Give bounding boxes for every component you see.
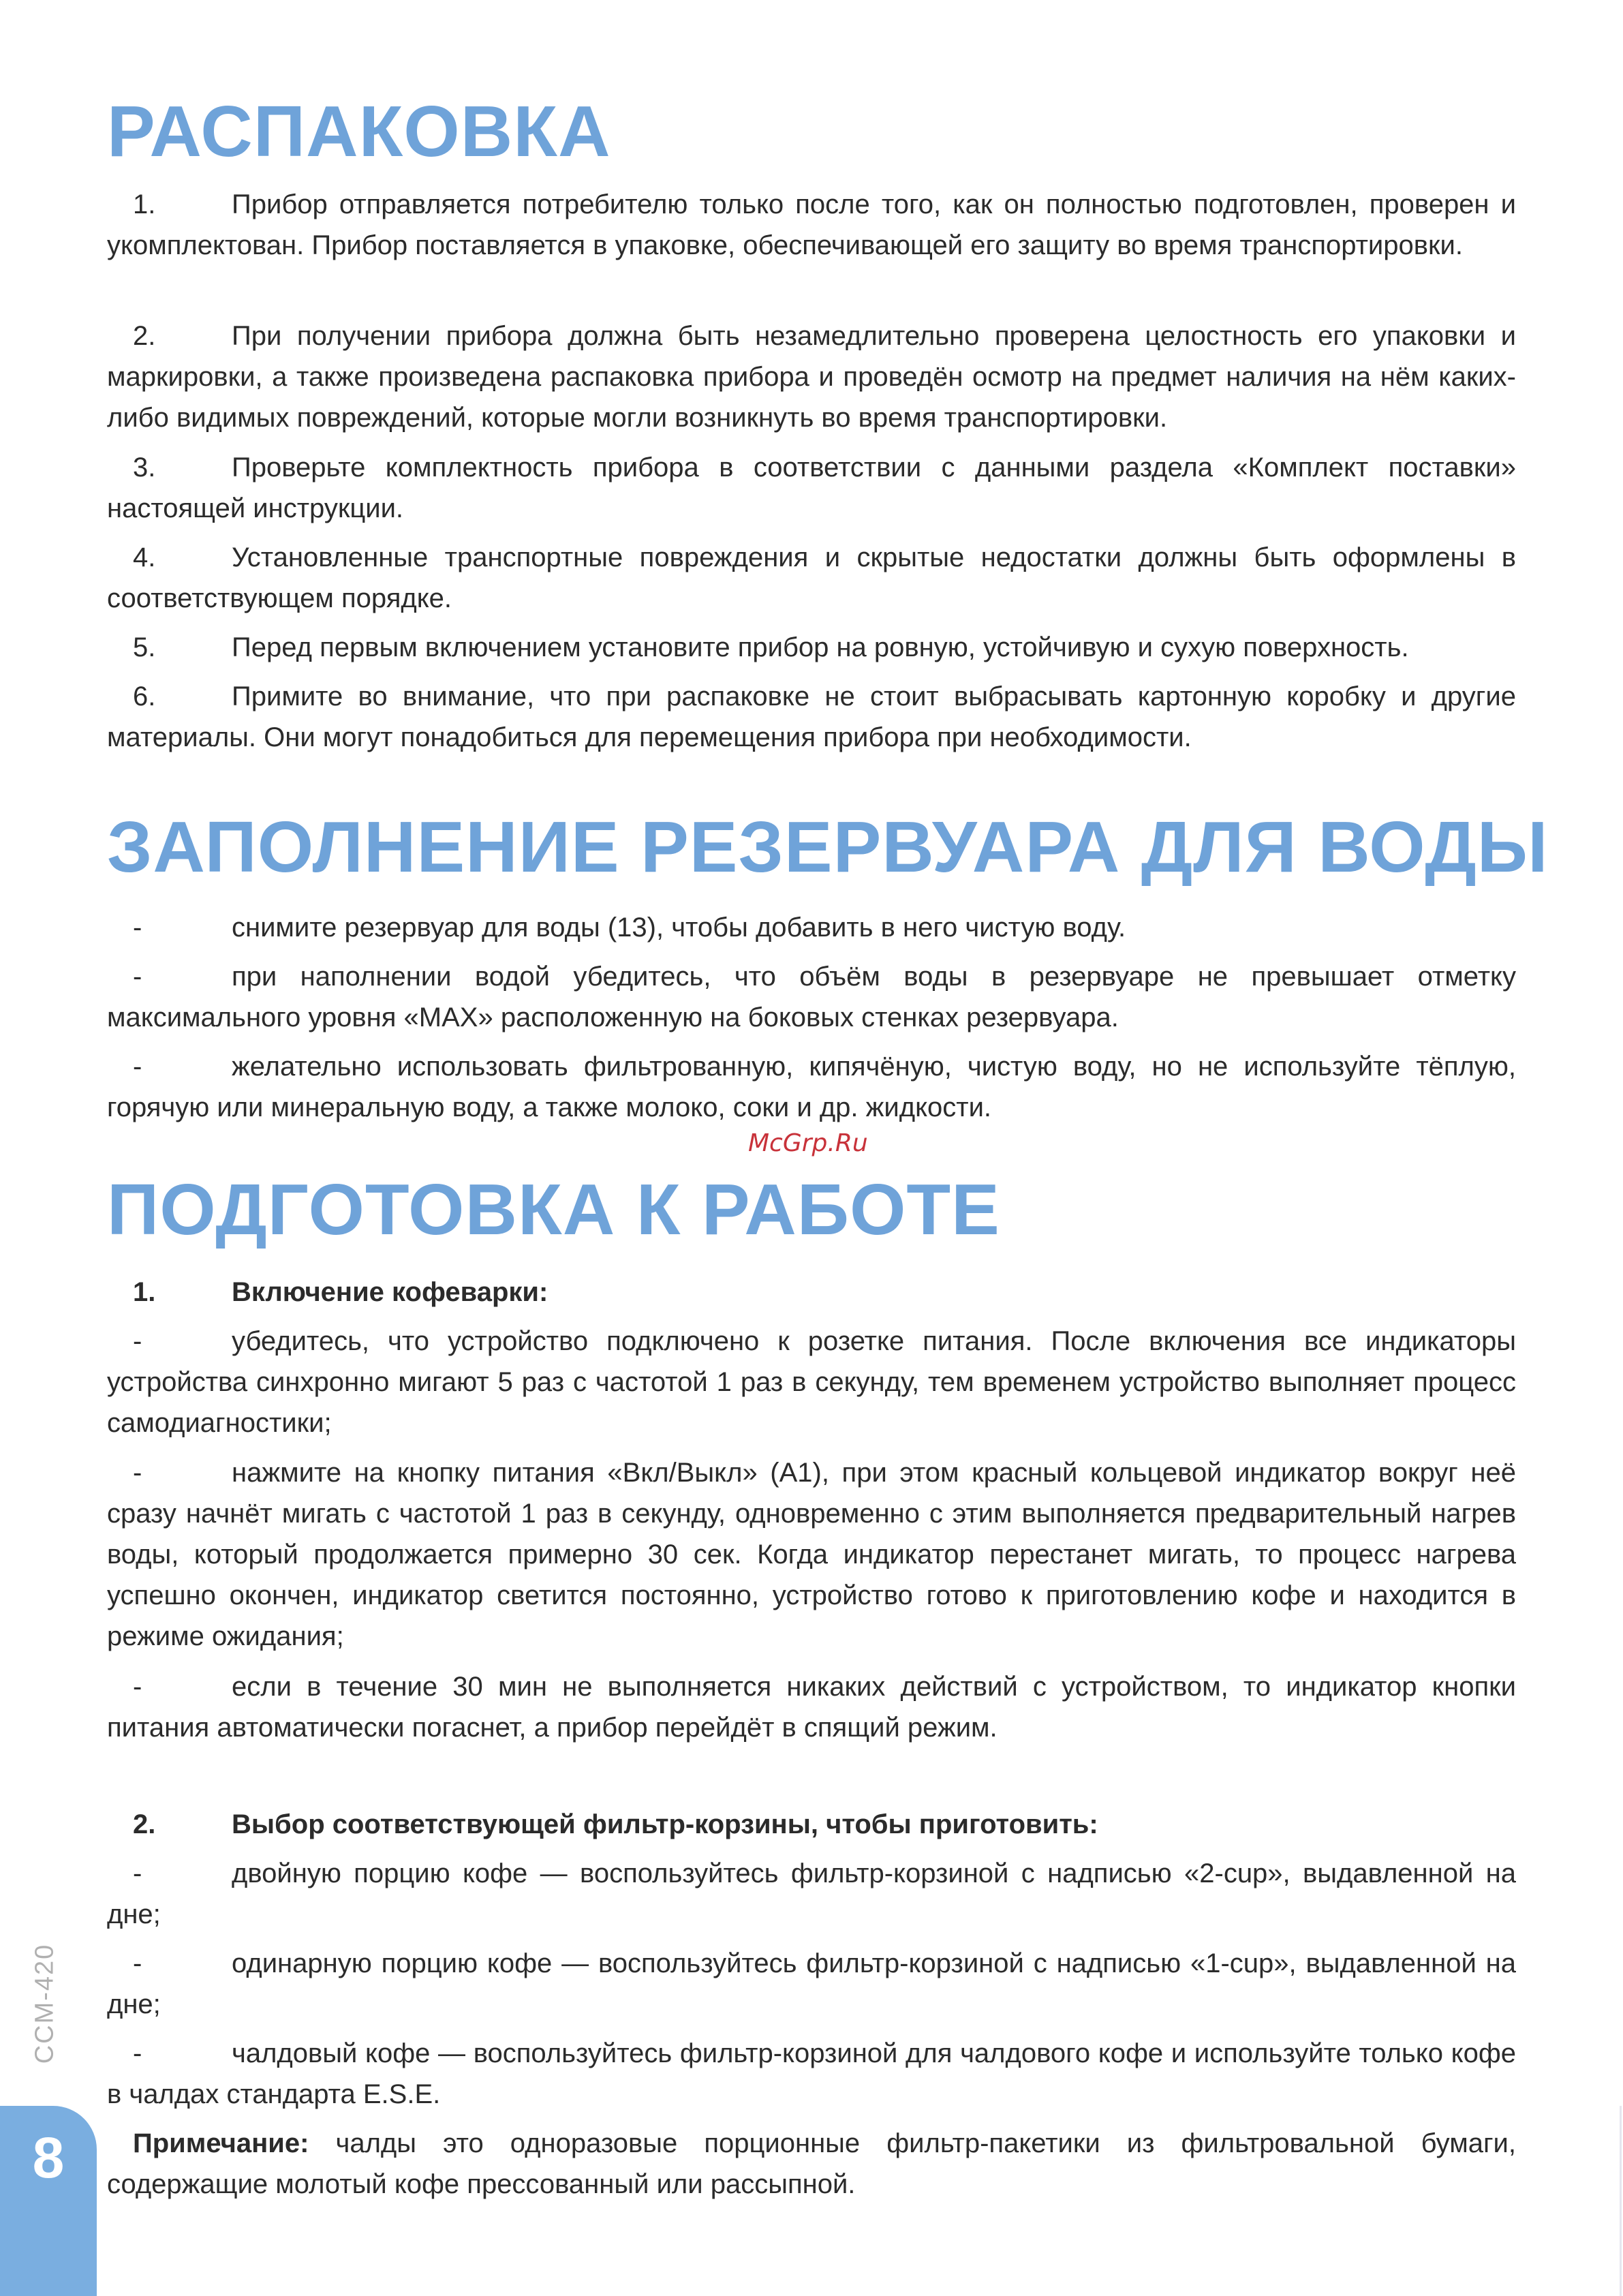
item-dash: - [133,1326,142,1356]
item-text: двойную порцию кофе — воспользуйтесь фильтр-корзиной с надписью «2-cup», выдавленной на дне; [107,1858,1516,1929]
item-dash: - [133,1672,142,1702]
list-item [107,1321,1516,1443]
step-title: Выбор соответствующей фильтр-корзины, чтобы приготовить: [232,1809,1098,1839]
list-item [107,956,1516,1038]
item-text: одинарную порцию кофе — воспользуйтесь фильтр-корзиной с надписью «1-cup», выдавленной на дне; [107,1948,1516,2019]
item-number: 3. [133,453,156,483]
item-text: снимите резервуар для воды (13), чтобы добавить в него чистую воду. [232,913,1126,943]
item-text: убедитесь, что устройство подключено к розетке питания. После включения все индикаторы устройства синхронно мигают 5 раз с частотой 1 раз в секунду, тем временем устройство выполняет процесс самодиагностики; [107,1326,1516,1438]
list-item [107,2033,1516,2115]
note-label: Примечание: [133,2128,309,2158]
item-text: если в течение 30 мин не выполняется никаких действий с устройством, то индикатор кнопки питания автоматически погаснет, а прибор перейдёт в спящий режим. [107,1672,1516,1743]
item-dash: - [133,1052,142,1082]
list-item [107,907,1516,948]
item-text: Перед первым включением установите прибор на ровную, устойчивую и сухую поверхность. [232,632,1409,662]
item-text: при наполнении водой убедитесь, что объём воды в резервуаре не превышает отметку максимального уровня «MAX» расположенную на боковых стенках резервуара. [107,962,1516,1032]
page-number: 8 [32,2126,65,2190]
item-dash: - [133,2038,142,2068]
list-item [107,1452,1516,1657]
heading-preparation: ПОДГОТОВКА К РАБОТЕ [107,1169,1000,1250]
step-heading [107,1804,1516,1845]
item-text: чалдовый кофе — воспользуйтесь фильтр-корзиной для чалдового кофе и используйте только кофе в чалдах стандарта E.S.E. [107,2038,1516,2109]
list-item [107,1666,1516,1748]
item-dash: - [133,1458,142,1488]
item-number: 4. [133,542,156,572]
item-text: нажмите на кнопку питания «Вкл/Выкл» (A1), при этом красный кольцевой индикатор вокруг неё сразу начнёт мигать с частотой 1 раз в секунду, одновременно с этим выполняется предварительный нагрев воды, который продолжается примерно 30 сек. Когда индикатор перестанет мигать, то процесс нагрева успешно окончен, индикатор светится постоянно, устройство готово к приготовлению кофе и находится в режиме ожидания; [107,1458,1516,1651]
item-number: 6. [133,682,156,711]
list-item [107,447,1516,529]
item-number: 1. [133,189,156,219]
step-number: 2. [133,1809,156,1839]
item-number: 2. [133,321,156,351]
step-number: 1. [133,1277,156,1307]
item-dash: - [133,1948,142,1978]
model-label: CCM-420 [30,1943,59,2064]
item-text: желательно использовать фильтрованную, кипячёную, чистую воду, но не используйте тёплую, горячую или минеральную воду, а также молоко, соки и др. жидкости. [107,1052,1516,1122]
heading-unpacking: РАСПАКОВКА [107,91,611,172]
item-number: 5. [133,632,156,662]
item-text: Проверьте комплектность прибора в соответствии с данными раздела «Комплект поставки» настоящей инструкции. [107,453,1516,523]
item-dash: - [133,1858,142,1888]
item-text: При получении прибора должна быть незамедлительно проверена целостность его упаковки и маркировки, а также произведена распаковка прибора и проведён осмотр на предмет наличия на нём каких-либо видимых повреждений, которые могли возникнуть во время транспортировки. [107,321,1516,433]
list-item [107,627,1516,668]
item-text: Установленные транспортные повреждения и скрытые недостатки должны быть оформлены в соответствующем порядке. [107,542,1516,613]
list-item [107,316,1516,438]
list-item [107,1943,1516,2025]
note-text: чалды это одноразовые порционные фильтр-пакетики из фильтровальной бумаги, содержащие молотый кофе прессованный или рассыпной. [107,2128,1516,2199]
list-item [107,1853,1516,1935]
note [107,2123,1516,2205]
list-item [107,537,1516,619]
item-text: Примите во внимание, что при распаковке не стоит выбрасывать картонную коробку и другие материалы. Они могут понадобиться для перемещения прибора при необходимости. [107,682,1516,752]
list-item [107,1046,1516,1128]
list-item [107,676,1516,758]
watermark: McGrp.Ru [748,1129,868,1157]
step-title: Включение кофеварки: [232,1277,548,1307]
step-heading [107,1272,1516,1313]
list-item [107,184,1516,266]
item-text: Прибор отправляется потребителю только после того, как он полностью подготовлен, проверен и укомплектован. Прибор поставляется в упаковке, обеспечивающей его защиту во время транспортировки. [107,189,1516,260]
item-dash: - [133,962,142,992]
item-dash: - [133,913,142,943]
page-edge-divider [1620,2106,1622,2296]
heading-water-tank: ЗАПОЛНЕНИЕ РЕЗЕРВУАРА ДЛЯ ВОДЫ [107,807,1549,887]
